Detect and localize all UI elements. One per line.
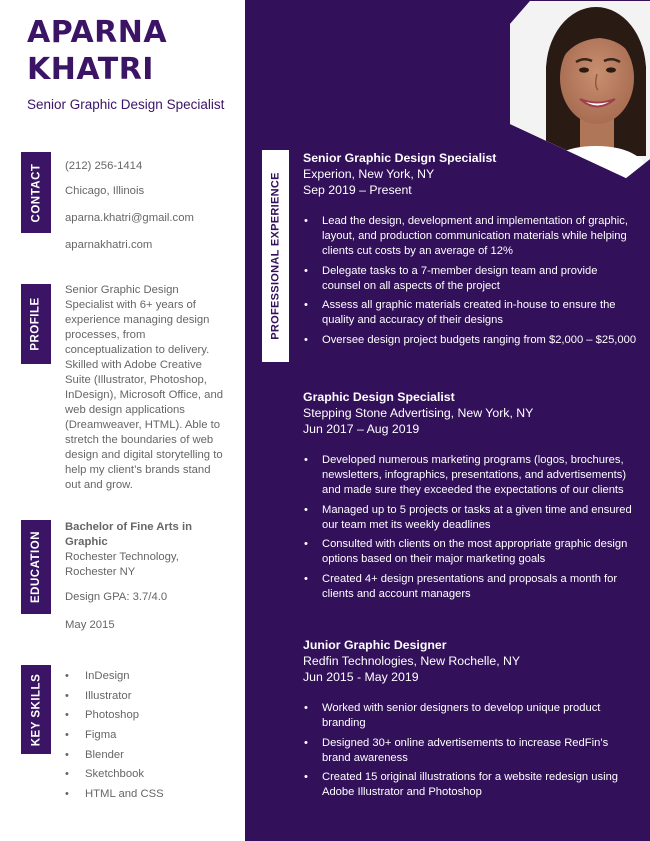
section-tab-skills: [21, 665, 51, 754]
job-company: Stepping Stone Advertising, New York, NY: [303, 406, 534, 420]
job-entry-2: [303, 389, 638, 606]
skill-item: • Sketchbook: [65, 766, 225, 786]
education-degree: Bachelor of Fine Arts in Graphic: [65, 521, 193, 548]
job-bullets: [303, 701, 638, 800]
job-bullet: • Assess all graphic materials created in-house to ensure the quality and accuracy of their designs: [303, 298, 638, 328]
skill-item: • Photoshop: [65, 707, 225, 727]
job-dates: Jun 2015 - May 2019: [303, 670, 419, 684]
job-title: Senior Graphic Design Specialist: [303, 151, 497, 165]
section-tab-education: [21, 520, 51, 614]
section-label-profile: PROFILE: [30, 297, 42, 351]
job-subtitle: Senior Graphic Design Specialist: [27, 97, 225, 112]
section-label-contact: CONTACT: [30, 163, 42, 222]
education-school: Rochester Technology, Rochester NY: [65, 551, 179, 578]
education-gpa: Design GPA: 3.7/4.0: [65, 591, 168, 603]
job-bullet: • Oversee design project budgets ranging from $2,000 – $25,000: [303, 333, 638, 348]
contact-phone: (212) 256-1414: [65, 160, 143, 172]
job-title: Junior Graphic Designer: [303, 638, 447, 652]
section-label-skills: KEY SKILLS: [30, 673, 42, 746]
job-bullet: • Designed 30+ online advertisements to increase RedFin’s brand awareness: [303, 736, 638, 766]
contact-website[interactable]: aparnakhatri.com: [65, 239, 153, 251]
profile-summary: Senior Graphic Design Specialist with 6+ years of experience managing design processes, from conceptualization to delivery. Skilled with Adobe Creative Suite (Illustrator, Photoshop, InDesign), Microsoft Office, and web design applications (Dreamweaver, HTML). Able to stretch the boundaries of web design and digital storytelling to help my client’s brands stand out and grow.: [65, 284, 224, 491]
job-bullet: • Created 4+ design presentations and proposals a month for clients and account managers: [303, 572, 638, 602]
job-title: Graphic Design Specialist: [303, 390, 455, 404]
job-dates: Jun 2017 – Aug 2019: [303, 422, 420, 436]
section-tab-experience: [262, 150, 289, 362]
job-company: Experion, New York, NY: [303, 167, 435, 181]
left-column: [0, 0, 245, 841]
skill-item: • InDesign: [65, 668, 225, 688]
job-entry-3: [303, 637, 638, 805]
job-bullet: • Consulted with clients on the most appropriate graphic design options based on their major marketing goals: [303, 537, 638, 567]
section-label-experience: PROFESSIONAL EXPERIENCE: [269, 172, 282, 340]
job-dates: Sep 2019 – Present: [303, 183, 412, 197]
skill-item: • Figma: [65, 727, 225, 747]
job-bullet: • Created 15 original illustrations for a website redesign using Adobe Illustrator and Photoshop: [303, 770, 638, 800]
job-bullets: [303, 214, 638, 348]
skill-item: • Illustrator: [65, 688, 225, 708]
job-bullet: • Managed up to 5 projects or tasks at a given time and ensured our team met its weekly deadlines: [303, 503, 638, 533]
first-name: APARNA: [27, 15, 168, 50]
job-bullet: • Developed numerous marketing programs (logos, brochures, newsletters, infographics, presentations, and advertisements) and made sure they exceeded the expectations of our clients: [303, 453, 638, 498]
job-bullet: • Worked with senior designers to develop unique product branding: [303, 701, 638, 731]
job-entry-1: [303, 150, 638, 352]
education-date: May 2015: [65, 619, 115, 631]
skills-list: [65, 668, 225, 806]
contact-email[interactable]: aparna.khatri@gmail.com: [65, 212, 194, 224]
job-bullet: • Delegate tasks to a 7-member design team and provide counsel on all aspects of the project: [303, 264, 638, 294]
section-tab-contact: [21, 152, 51, 233]
section-tab-profile: [21, 284, 51, 364]
job-bullets: [303, 453, 638, 602]
section-label-education: EDUCATION: [30, 530, 43, 604]
contact-location: Chicago, Illinois: [65, 185, 145, 197]
job-bullet: • Lead the design, development and implementation of graphic, layout, and production communication materials while helping clients cut costs by an average of 12%: [303, 214, 638, 259]
job-company: Redfin Technologies, New Rochelle, NY: [303, 654, 521, 668]
skill-item: • Blender: [65, 747, 225, 767]
skill-item: • HTML and CSS: [65, 786, 225, 806]
last-name: KHATRI: [27, 52, 154, 87]
applicant-name: [27, 14, 237, 88]
